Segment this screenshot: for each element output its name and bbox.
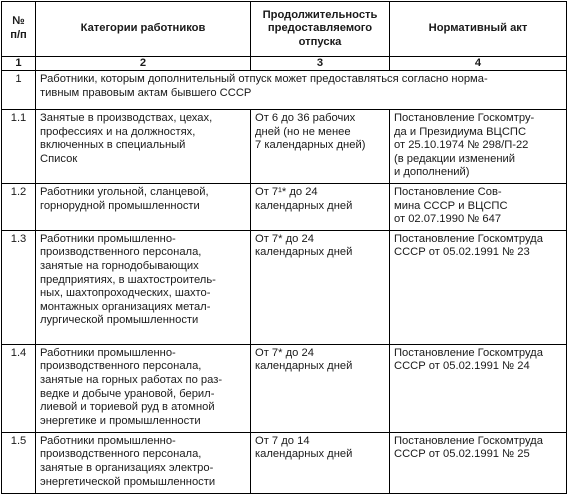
row-num: 1.5: [2, 432, 36, 493]
table-row: [2, 110, 567, 184]
header-category: Категории работников: [36, 2, 251, 57]
section-row: [2, 71, 567, 110]
column-numbers-row: [2, 57, 567, 71]
row-duration: От 7 до 14 календарных дней: [251, 432, 390, 493]
row-duration: От 7* до 24 календарных дней: [251, 344, 390, 432]
header-row: [2, 2, 567, 57]
row-act: Постановление Сов- мина СССР и ВЦСПС от 02.07.1990 № 647: [390, 183, 567, 230]
row-act: Постановление Госкомтруда СССР от 05.02.1991 № 24: [390, 344, 567, 432]
row-num: 1.1: [2, 110, 36, 184]
row-act: Постановление Госкомтру- да и Президиума ВЦСПС от 25.10.1974 № 298/П-22 (в редакции изменений и дополнений): [390, 110, 567, 184]
column-number: 2: [36, 57, 251, 71]
row-act: Постановление Госкомтруда СССР от 05.02.1991 № 25: [390, 432, 567, 493]
header-act: Нормативный акт: [390, 2, 567, 57]
table-row: [2, 344, 567, 432]
leave-categories-table: [1, 1, 567, 494]
row-duration: От 7¹* до 24 календарных дней: [251, 183, 390, 230]
row-duration: От 6 до 36 рабочих дней (но не менее 7 календарных дней): [251, 110, 390, 184]
row-category: Работники промышленно- производственного персонала, занятые на горных работах по раз- ведке и добыче урановой, берил- лиевой и ториевой руд в атомной энергетике и промышленности: [36, 344, 251, 432]
row-act: Постановление Госкомтруда СССР от 05.02.1991 № 23: [390, 230, 567, 344]
header-num: № п/п: [2, 2, 36, 57]
column-number: 4: [390, 57, 567, 71]
table-row: [2, 432, 567, 493]
section-text: Работники, которым дополнительный отпуск может предоставляться согласно норма- тивным правовым актам бывшего СССР: [36, 71, 567, 110]
table-row: [2, 230, 567, 344]
row-num: 1.4: [2, 344, 36, 432]
row-category: Работники угольной, сланцевой, горнорудной промышленности: [36, 183, 251, 230]
column-number: 1: [2, 57, 36, 71]
column-number: 3: [251, 57, 390, 71]
row-duration: От 7* до 24 календарных дней: [251, 230, 390, 344]
row-category: Работники промышленно- производственного персонала, занятые на горнодобывающих предприятиях, в шахтостроитель- ных, шахтопроходческих, шахто- монтажных организациях метал- лургической промышленности: [36, 230, 251, 344]
row-category: Работники промышленно- производственного персонала, занятые в организациях электро- энергетической промышленности: [36, 432, 251, 493]
row-category: Занятые в производствах, цехах, профессиях и на должностях, включенных в специальный Список: [36, 110, 251, 184]
section-num: 1: [2, 71, 36, 110]
row-num: 1.2: [2, 183, 36, 230]
table-row: [2, 183, 567, 230]
row-num: 1.3: [2, 230, 36, 344]
header-duration: Продолжительность предоставляемого отпуска: [251, 2, 390, 57]
